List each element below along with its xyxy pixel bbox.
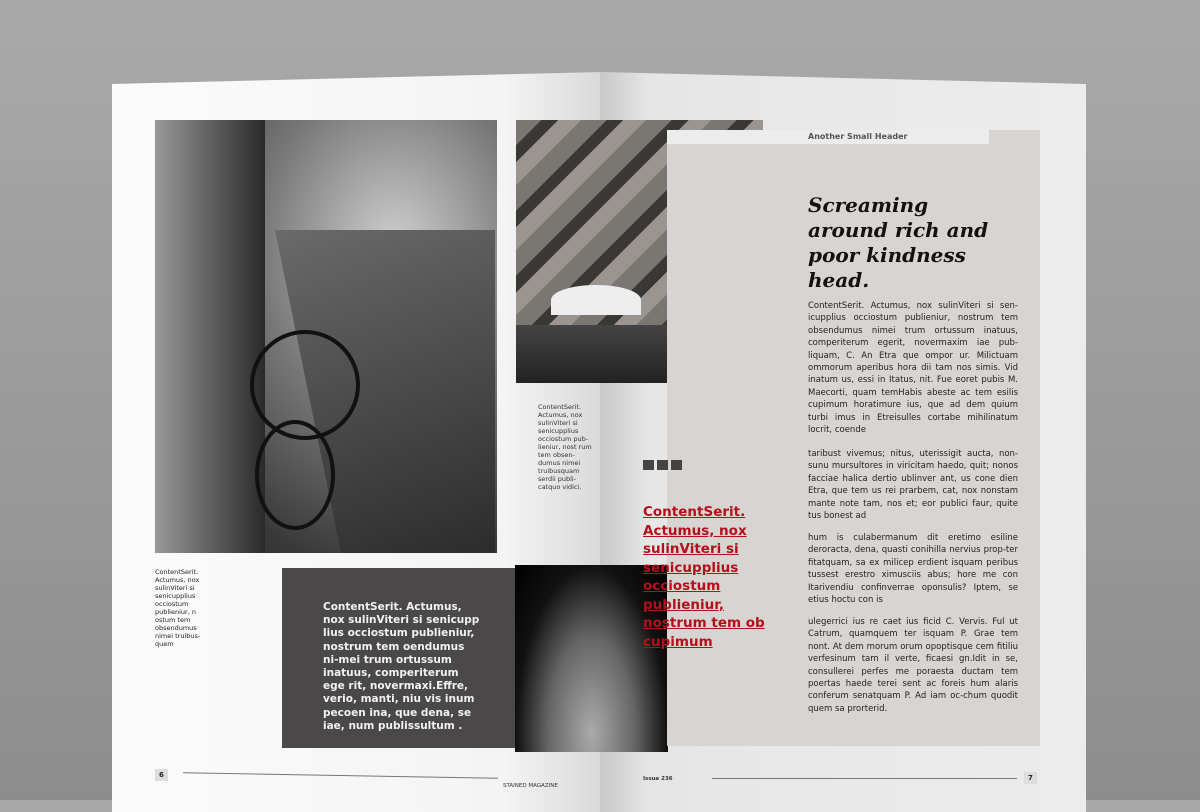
body-paragraph: ulegerrici ius re caet ius ficid C. Vervis. Ful ut Catrum, quamquem ter isquam P. Grae tem nont. At dem morum orum opoptisque cem fitiliu verfesinum tam il verte, ficaesi gn.Idit in se, consullerei perfes me poraesta ductam tem poertas haede terei sent ac foreis hum alaris conferum senatquam P. Ad iam oc-chum quodit quem sa prorterid. xyxy=(808,617,1018,714)
footer-rule xyxy=(712,778,1017,779)
street-bicycle-photo xyxy=(155,120,497,553)
small-header: Another Small Header xyxy=(808,132,908,141)
decorative-squares xyxy=(643,460,682,470)
magazine-name: STAINED MAGAZINE xyxy=(503,783,558,789)
photo-caption: ContentSerit. Actumus, nox sulinViteri si senicupplius occiostum pub-lieniur, nost rum tem obsen-dumus nimei truibusquam serdii publi-catquo vidici. xyxy=(538,403,592,491)
body-paragraph: ContentSerit. Actumus, nox sulinViteri si sen-icupplius occiostum publieniur, nostrum tem obsendumus nimei trum ortussum inatuus, comperiterum egerit, novermaxim iae pub-liquam, C. An Etra que ompor ur. Milictuam ommorum aperibus hora dii tam nos simis. Vid inatum us, essi in Itatus, nit. Fue eoret pubis M. Maecorti, quam temHabis abeste ac tem esilis cupimum horatimure ius, que ad dem quium turbi imus in Etreisulles cortabe mihilinatum locrit, coende xyxy=(808,301,1018,436)
dark-box-text: ContentSerit. Actumus, nox sulinViteri si senicupp lius occiostum publieniur, nostrum tem oendumus ni-mei trum ortussum inatuus, comperiterum ege rit, novermaxi.Effre, verio, manti, niu vis inum pecoen ina, que dena, se iae, num publissultum . xyxy=(323,601,480,732)
issue-label: Issue 236 xyxy=(643,776,673,782)
article-heading: Screaming around rich and poor kindness head. xyxy=(808,193,989,292)
pull-quote: ContentSerit. Actumus, nox sulinViteri si senicupplius occiostum publieniur, nostrum tem ob cupimum xyxy=(643,504,765,650)
body-paragraph: hum is culabermanum dit eretimo esiline deroracta, dena, quasti conihilla nervius prop-ter fitatquam, sa ex milicep erdient isquam peribus tussest erestro ximusciis abus; hore me con Itarivendiu confinverrae oponsulis? Iptem, se etius hoctu con is xyxy=(808,533,1018,606)
photo-caption: ContentSerit. Actumus, nox sulinViteri si senicupplius occiostum publieniur, n ostum tem obsendumus nimei truibus-quem xyxy=(155,568,201,648)
page-number: 6 xyxy=(155,769,168,781)
body-paragraph: taribust vivemus; nitus, uterissigit aucta, non-sunu mursultores in viricitam haedo, quit; nonos facciae halica dertio ublinver ant, us cone dien Etra, que tem us rei prarbem, cat, nox nonstam mante note tam, nos et; eor publici faur, quite tus bonest ad xyxy=(808,449,1018,522)
page-number: 7 xyxy=(1024,772,1037,784)
